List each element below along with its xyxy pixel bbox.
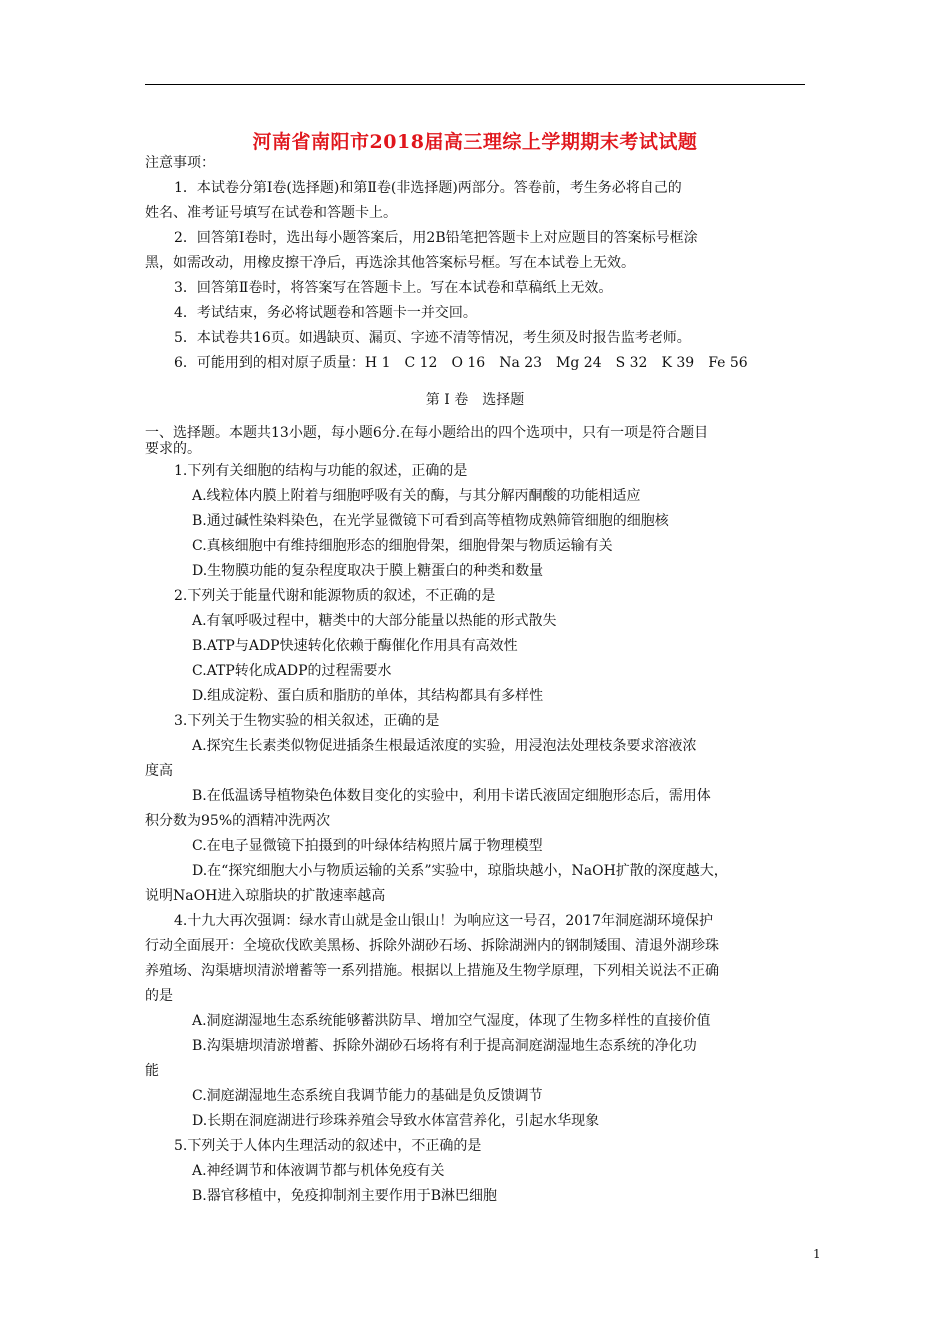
- notice-line: 黑，如需改动，用橡皮擦干净后，再选涂其他答案标号框。写在本试卷上无效。: [145, 255, 635, 271]
- question-stem: 3.下列关于生物实验的相关叙述，正确的是: [174, 713, 440, 729]
- answer-option: D.组成淀粉、蛋白质和脂肪的单体，其结构都具有多样性: [192, 688, 544, 704]
- question-stem-continuation: 养殖场、沟渠塘坝清淤增蓄等一系列措施。根据以上措施及生物学原理，下列相关说法不正确: [145, 963, 719, 979]
- answer-option: C.洞庭湖湿地生态系统自我调节能力的基础是负反馈调节: [192, 1088, 543, 1104]
- notice-line: 5．本试卷共16页。如遇缺页、漏页、字迹不清等情况，考生须及时报告监考老师。: [174, 330, 691, 346]
- answer-option: A.探究生长素类似物促进插条生根最适浓度的实验，用浸泡法处理枝条要求溶液浓: [192, 738, 697, 754]
- body-line: 要求的。: [145, 441, 201, 457]
- notice-line: 1．本试卷分第Ⅰ卷(选择题)和第Ⅱ卷(非选择题)两部分。答卷前，考生务必将自己的: [174, 180, 682, 196]
- header-rule: [145, 84, 805, 85]
- answer-option-continuation: 度高: [145, 763, 173, 779]
- answer-option: B.在低温诱导植物染色体数目变化的实验中，利用卡诺氏液固定细胞形态后，需用体: [192, 788, 711, 804]
- answer-option: D.长期在洞庭湖进行珍珠养殖会导致水体富营养化，引起水华现象: [192, 1113, 600, 1129]
- question-stem: 2.下列关于能量代谢和能源物质的叙述，不正确的是: [174, 588, 496, 604]
- answer-option: A.线粒体内膜上附着与细胞呼吸有关的酶，与其分解丙酮酸的功能相适应: [192, 488, 641, 504]
- answer-option: B.器官移植中，免疫抑制剂主要作用于B淋巴细胞: [192, 1188, 498, 1204]
- answer-option: A.神经调节和体液调节都与机体免疫有关: [192, 1163, 445, 1179]
- answer-option: C.真核细胞中有维持细胞形态的细胞骨架，细胞骨架与物质运输有关: [192, 538, 613, 554]
- notice-line: 6．可能用到的相对原子质量：H 1 C 12 O 16 Na 23 Mg 24 S 32 K 39 Fe 56: [174, 355, 748, 371]
- answer-option: D.生物膜功能的复杂程度取决于膜上糖蛋白的种类和数量: [192, 563, 544, 579]
- answer-option: C.ATP转化成ADP的过程需要水: [192, 663, 392, 679]
- question-stem: 4.十九大再次强调：绿水青山就是金山银山！为响应这一号召，2017年洞庭湖环境保护: [174, 913, 713, 929]
- answer-option: B.沟渠塘坝清淤增蓄、拆除外湖砂石场将有利于提高洞庭湖湿地生态系统的净化功: [192, 1038, 697, 1054]
- notice-line: 2．回答第Ⅰ卷时，选出每小题答案后，用2B铅笔把答题卡上对应题目的答案标号框涂: [174, 230, 698, 246]
- notice-line: 3．回答第Ⅱ卷时，将答案写在答题卡上。写在本试卷和草稿纸上无效。: [174, 280, 613, 296]
- answer-option: A.有氧呼吸过程中，糖类中的大部分能量以热能的形式散失: [192, 613, 557, 629]
- notice-line: 姓名、准考证号填写在试卷和答题卡上。: [145, 205, 397, 221]
- answer-option: A.洞庭湖湿地生态系统能够蓄洪防旱、增加空气湿度，体现了生物多样性的直接价值: [192, 1013, 711, 1029]
- question-stem-continuation: 的是: [145, 988, 173, 1004]
- body-line: 一、选择题。本题共13小题，每小题6分.在每小题给出的四个选项中，只有一项是符合题目: [145, 425, 709, 441]
- question-stem: 5.下列关于人体内生理活动的叙述中，不正确的是: [174, 1138, 482, 1154]
- question-stem: 1.下列有关细胞的结构与功能的叙述，正确的是: [174, 463, 468, 479]
- notice-heading: 注意事项：: [145, 155, 215, 171]
- answer-option-continuation: 积分数为95%的酒精冲洗两次: [145, 813, 331, 829]
- answer-option-continuation: 能: [145, 1063, 159, 1079]
- answer-option-continuation: 说明NaOH进入琼脂块的扩散速率越高: [145, 888, 386, 904]
- section-heading: 第 I 卷 选择题: [425, 392, 525, 408]
- answer-option: C.在电子显微镜下拍摄到的叶绿体结构照片属于物理模型: [192, 838, 543, 854]
- page-number: 1: [813, 1247, 821, 1261]
- exam-title: 河南省南阳市2018届高三理综上学期期末考试试题: [252, 131, 698, 153]
- question-stem-continuation: 行动全面展开：全境砍伐欧美黑杨、拆除外湖砂石场、拆除湖洲内的钢制矮围、清退外湖珍珠: [145, 938, 719, 954]
- answer-option: D.在“探究细胞大小与物质运输的关系”实验中，琼脂块越小，NaOH扩散的深度越大，: [192, 863, 728, 879]
- answer-option: B.通过碱性染料染色，在光学显微镜下可看到高等植物成熟筛管细胞的细胞核: [192, 513, 669, 529]
- answer-option: B.ATP与ADP快速转化依赖于酶催化作用具有高效性: [192, 638, 518, 654]
- notice-line: 4．考试结束，务必将试题卷和答题卡一并交回。: [174, 305, 477, 321]
